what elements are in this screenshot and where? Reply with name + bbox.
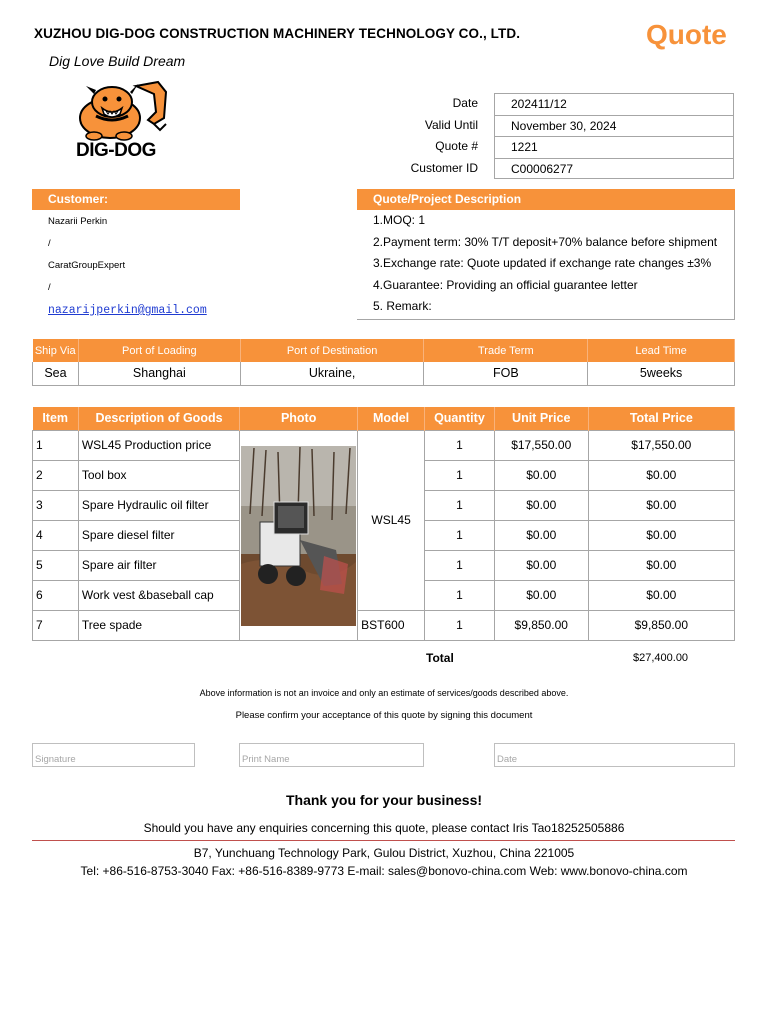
company-contact: Tel: +86-516-8753-3040 Fax: +86-516-8389-9773 E-mail: sales@bonovo-china.com Web: www.bonovo-china.com (80, 864, 688, 878)
term-item: 2.Payment term: 30% T/T deposit+70% balance before shipment (373, 234, 718, 249)
quote-meta (386, 93, 734, 179)
total-value: $27,400.00 (633, 652, 689, 664)
customer-heading: Customer: (32, 189, 240, 210)
column-header: Trade Term (424, 339, 588, 362)
item-number: 1 (33, 430, 79, 460)
column-header: Photo (240, 407, 358, 430)
column-header: Description of Goods (78, 407, 239, 430)
signature-field[interactable]: Signature (32, 743, 195, 767)
item-number: 7 (33, 610, 79, 640)
item-number: 2 (33, 460, 79, 490)
model-group: WSL45 (358, 430, 425, 610)
table-row (33, 610, 735, 640)
customer-company: CaratGroupExpert (48, 260, 126, 271)
meta-label: Customer ID (410, 160, 478, 175)
item-description: Tree spade (78, 610, 239, 640)
column-header: Item (33, 407, 79, 430)
company-name: XUZHOU DIG-DOG CONSTRUCTION MACHINERY TECHNOLOGY CO., LTD. (34, 26, 521, 41)
items-header-row (33, 407, 735, 430)
shipping-values-row (33, 362, 735, 385)
item-total-price: $0.00 (588, 520, 734, 550)
item-total-price: $0.00 (588, 460, 734, 490)
item-quantity: 1 (425, 490, 495, 520)
item-unit-price: $17,550.00 (494, 430, 588, 460)
item-quantity: 1 (425, 550, 495, 580)
item-total-price: $17,550.00 (588, 430, 734, 460)
meta-row-customer-id (386, 158, 734, 180)
item-number: 6 (33, 580, 79, 610)
ship-via-value: Sea (33, 362, 79, 385)
term-item: 3.Exchange rate: Quote updated if exchange rate changes ±3% (373, 256, 712, 270)
item-unit-price: $0.00 (494, 460, 588, 490)
customer-name: Nazarii Perkin (48, 216, 108, 227)
product-photo-cell (240, 430, 358, 640)
lead-time-value: 5weeks (588, 362, 735, 385)
column-header: Port of Destination (240, 339, 424, 362)
item-quantity: 1 (425, 580, 495, 610)
column-header: Ship Via (33, 339, 79, 362)
quote-number-value: 1221 (494, 136, 734, 158)
acceptance-note: Please confirm your acceptance of this quote by signing this document (235, 710, 533, 721)
item-total-price: $0.00 (588, 550, 734, 580)
enquiry-contact: Should you have any enquiries concerning this quote, please contact Iris Tao18252505886 (143, 821, 625, 835)
bulldog-icon (74, 80, 172, 142)
column-header: Total Price (588, 407, 734, 430)
document-title: Quote (646, 19, 727, 50)
customer-email-link[interactable]: nazarijperkin@gmail.com (48, 304, 207, 317)
company-logo (74, 80, 172, 164)
column-header: Model (358, 407, 425, 430)
customer-line: / (48, 238, 51, 249)
date-field[interactable]: Date (494, 743, 735, 767)
total-label: Total (426, 651, 454, 665)
item-number: 3 (33, 490, 79, 520)
item-description: Spare diesel filter (78, 520, 239, 550)
item-description: Spare air filter (78, 550, 239, 580)
table-row (33, 430, 735, 460)
company-address: B7, Yunchuang Technology Park, Gulou District, Xuzhou, China 221005 (193, 846, 575, 860)
shipping-header-row (33, 339, 735, 362)
meta-label: Date (452, 96, 478, 110)
item-unit-price: $0.00 (494, 490, 588, 520)
item-quantity: 1 (425, 430, 495, 460)
meta-row-date (386, 93, 734, 115)
item-unit-price: $0.00 (494, 520, 588, 550)
customer-line: / (48, 282, 51, 293)
logo-text: DIG-DOG (76, 140, 156, 161)
footer-divider (32, 840, 735, 841)
term-item: 4.Guarantee: Providing an official guarantee letter (373, 277, 638, 292)
item-quantity: 1 (425, 610, 495, 640)
item-total-price: $0.00 (588, 490, 734, 520)
item-description: Tool box (78, 460, 239, 490)
item-description: Work vest &baseball cap (78, 580, 239, 610)
project-heading: Quote/Project Description (357, 189, 735, 210)
disclaimer-note: Above information is not an invoice and only an estimate of services/goods described above. (199, 688, 569, 698)
port-of-destination-value: Ukraine, (240, 362, 424, 385)
project-terms-list (357, 210, 734, 318)
item-number: 5 (33, 550, 79, 580)
column-header: Port of Loading (78, 339, 240, 362)
item-description: Spare Hydraulic oil filter (78, 490, 239, 520)
term-item: 5. Remark: (373, 299, 432, 313)
item-number: 4 (33, 520, 79, 550)
project-description (357, 189, 735, 320)
customer-id-value: C00006277 (494, 158, 734, 180)
items-table (32, 407, 735, 641)
port-of-loading-value: Shanghai (78, 362, 240, 385)
item-description: WSL45 Production price (78, 430, 239, 460)
skid-steer-photo (240, 444, 357, 626)
item-quantity: 1 (425, 520, 495, 550)
trade-term-value: FOB (424, 362, 588, 385)
item-total-price: $9,850.00 (588, 610, 734, 640)
meta-label: Valid Until (424, 117, 478, 132)
column-header: Quantity (425, 407, 495, 430)
meta-label: Quote # (435, 139, 478, 153)
item-unit-price: $9,850.00 (494, 610, 588, 640)
column-header: Unit Price (494, 407, 588, 430)
date-value: 202411/12 (494, 93, 734, 115)
shipping-table (32, 339, 735, 386)
valid-until-value: November 30, 2024 (494, 115, 734, 137)
item-model: BST600 (358, 610, 425, 640)
column-header: Lead Time (588, 339, 735, 362)
print-name-field[interactable]: Print Name (239, 743, 424, 767)
item-unit-price: $0.00 (494, 550, 588, 580)
company-slogan: Dig Love Build Dream (49, 53, 186, 69)
term-item: 1.MOQ: 1 (373, 213, 426, 227)
thank-you-message: Thank you for your business! (285, 792, 483, 808)
meta-row-valid-until (386, 115, 734, 137)
item-unit-price: $0.00 (494, 580, 588, 610)
item-total-price: $0.00 (588, 580, 734, 610)
item-quantity: 1 (425, 460, 495, 490)
meta-row-quote-number (386, 136, 734, 158)
